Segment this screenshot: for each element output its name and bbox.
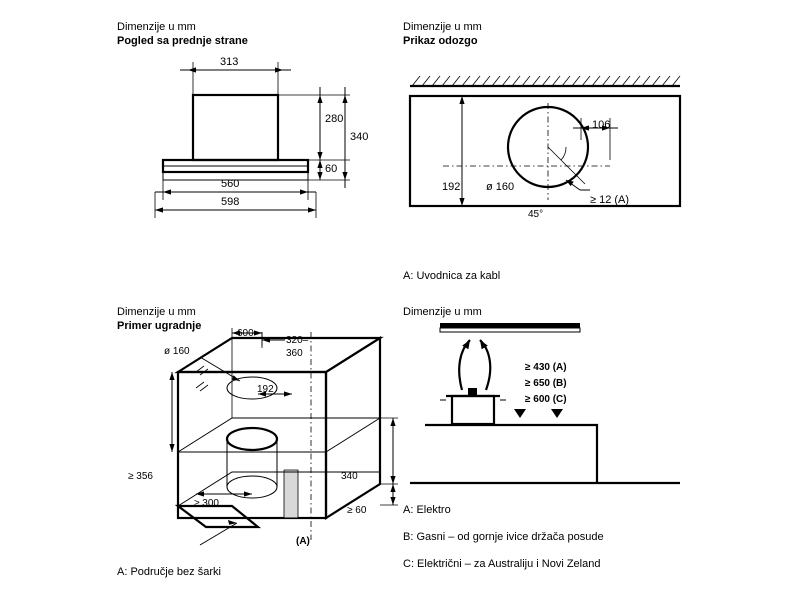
dim-clearance-c: ≥ 600 (C) — [525, 394, 567, 405]
dim-install-range-top: 320– — [286, 335, 309, 346]
dim-install-height-340: 340 — [341, 471, 358, 482]
dim-install-range-bottom: 360 — [286, 348, 303, 359]
dim-front-body-height: 60 — [325, 163, 338, 175]
top-view-title: Prikaz odozgo — [403, 35, 478, 47]
clearance-legend-b: B: Gasni – od gornje ivice držača posude — [403, 531, 604, 543]
dim-install-600: 600 — [237, 328, 254, 339]
dim-front-top-width: 313 — [220, 56, 239, 68]
clearance-legend-c: C: Električni – za Australiju i Novi Zeland — [403, 558, 601, 570]
dim-front-outer-width: 598 — [221, 196, 240, 208]
dim-top-depth: 192 — [442, 181, 461, 193]
dim-clearance-b: ≥ 650 (B) — [525, 378, 567, 389]
dim-top-min-clearance: ≥ 12 (A) — [590, 194, 630, 206]
dim-install-min-60: ≥ 60 — [347, 505, 367, 516]
install-title: Primer ugradnje — [117, 320, 202, 332]
install-legend: A: Područje bez šarki — [117, 566, 221, 578]
clearance-units-label: Dimenzije u mm — [403, 306, 482, 318]
dim-install-diameter: ø 160 — [164, 346, 190, 357]
front-view-title: Pogled sa prednje strane — [117, 35, 248, 47]
front-view-units-label: Dimenzije u mm — [117, 21, 196, 33]
install-units-label: Dimenzije u mm — [117, 306, 196, 318]
dim-install-min-356: ≥ 356 — [128, 471, 153, 482]
dim-top-diameter: ø 160 — [486, 181, 515, 193]
dim-front-total-height: 340 — [350, 131, 369, 143]
dim-install-callout-a: (A) — [296, 536, 310, 547]
dim-top-angle: 45° — [528, 209, 544, 220]
top-view-legend: A: Uvodnica za kabl — [403, 270, 501, 282]
dim-front-body-width: 560 — [221, 178, 240, 190]
dim-clearance-a: ≥ 430 (A) — [525, 362, 567, 373]
clearance-legend-a: A: Elektro — [403, 504, 451, 516]
dim-install-depth-192: 192 — [257, 384, 274, 395]
dim-install-min-300: ≥ 300 — [194, 498, 219, 509]
dim-front-upper-height: 280 — [325, 113, 344, 125]
dim-top-offset-right: 106 — [592, 119, 611, 131]
top-view-units-label: Dimenzije u mm — [403, 21, 482, 33]
